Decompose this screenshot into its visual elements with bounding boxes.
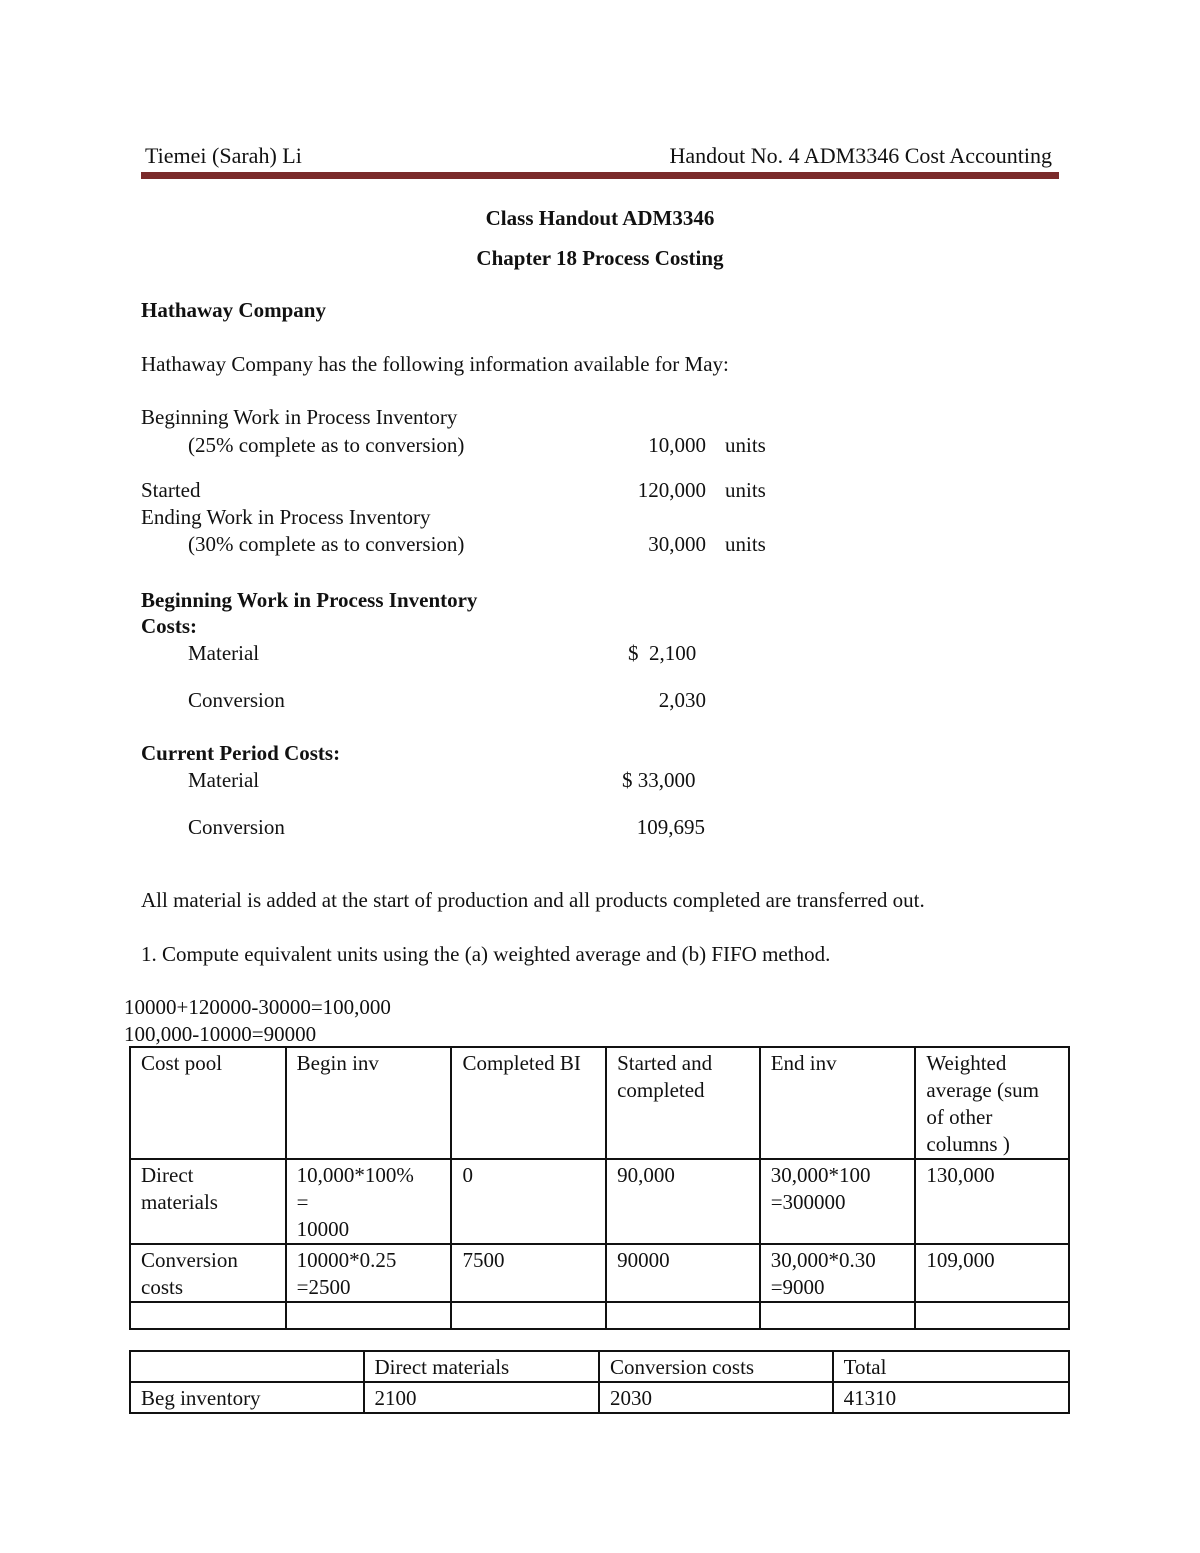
table-cell: 2100	[364, 1382, 599, 1413]
current-costs-heading: Current Period Costs:	[141, 741, 341, 765]
table-cell: 10000*0.25 =2500	[286, 1244, 452, 1302]
table-cell	[760, 1302, 916, 1329]
intro-text: Hathaway Company has the following information available for May:	[141, 352, 729, 376]
eu-header-cell: Started and completed	[606, 1047, 760, 1159]
table-cell: Beg inventory	[130, 1382, 364, 1413]
eu-header-cell: Completed BI	[451, 1047, 606, 1159]
end-wip-unit: units	[725, 532, 766, 556]
eu-header-cell: End inv	[760, 1047, 916, 1159]
page-title: Class Handout ADM3346	[485, 206, 715, 230]
cur-material-value: $ 33,000	[622, 768, 696, 792]
cost-table	[129, 1350, 1070, 1414]
table-cell: 41310	[833, 1382, 1069, 1413]
started-unit: units	[725, 478, 766, 502]
table-cell: Direct materials	[130, 1159, 286, 1244]
end-wip-label: Ending Work in Process Inventory	[141, 505, 431, 529]
cur-material-label: Material	[188, 768, 260, 792]
table-cell: 90000	[606, 1244, 760, 1302]
table-cell: 109,000	[915, 1244, 1069, 1302]
beg-material-value: $ 2,100	[628, 641, 697, 665]
beg-wip-sub: (25% complete as to conversion)	[188, 433, 465, 457]
table-cell: 10,000*100% = 10000	[286, 1159, 452, 1244]
table-row	[130, 1382, 1069, 1413]
note-text: All material is added at the start of production and all products completed are transferred out.	[141, 888, 925, 912]
calc-line-2: 100,000-10000=90000	[124, 1022, 317, 1046]
table-cell	[286, 1302, 452, 1329]
table-cell: 2030	[599, 1382, 833, 1413]
eu-header-cell: Begin inv	[286, 1047, 452, 1159]
table-cell	[451, 1302, 606, 1329]
beg-wip-unit: units	[725, 433, 766, 457]
header-course: Handout No. 4 ADM3346 Cost Accounting	[669, 143, 1052, 168]
header-author: Tiemei (Sarah) Li	[145, 143, 302, 168]
beg-material-label: Material	[188, 641, 260, 665]
equivalent-units-table	[129, 1046, 1070, 1330]
table-cell	[606, 1302, 760, 1329]
table-cell: 130,000	[915, 1159, 1069, 1244]
table-row	[130, 1302, 1069, 1329]
cost-header-cell: Direct materials	[364, 1351, 599, 1382]
cost-header-cell	[130, 1351, 364, 1382]
table-cell: 7500	[451, 1244, 606, 1302]
beg-conversion-label: Conversion	[188, 688, 285, 712]
cur-conversion-value: 109,695	[636, 815, 705, 839]
table-cell	[915, 1302, 1069, 1329]
header-rule	[141, 172, 1059, 179]
table-row	[130, 1244, 1069, 1302]
table-row	[130, 1159, 1069, 1244]
company-heading: Hathaway Company	[141, 298, 326, 322]
end-wip-value: 30,000	[648, 532, 706, 556]
beg-wip-value: 10,000	[648, 433, 706, 457]
table-cell: 0	[451, 1159, 606, 1244]
beg-costs-heading-2: Costs:	[141, 614, 197, 638]
cost-header-cell: Conversion costs	[599, 1351, 833, 1382]
eu-header-cell: Cost pool	[130, 1047, 286, 1159]
table-cell: 30,000*100 =300000	[760, 1159, 916, 1244]
cur-conversion-label: Conversion	[188, 815, 285, 839]
page-subtitle: Chapter 18 Process Costing	[476, 246, 724, 270]
calc-line-1: 10000+120000-30000=100,000	[124, 995, 391, 1019]
eu-header-row	[130, 1047, 1069, 1159]
cost-header-cell: Total	[833, 1351, 1069, 1382]
table-cell: Conversion costs	[130, 1244, 286, 1302]
table-cell: 90,000	[606, 1159, 760, 1244]
table-cell: 30,000*0.30 =9000	[760, 1244, 916, 1302]
beg-conversion-value: 2,030	[658, 688, 706, 712]
end-wip-sub: (30% complete as to conversion)	[188, 532, 465, 556]
cost-header-row	[130, 1351, 1069, 1382]
started-value: 120,000	[637, 478, 706, 502]
question-1: 1. Compute equivalent units using the (a) weighted average and (b) FIFO method.	[141, 942, 831, 966]
beg-wip-label: Beginning Work in Process Inventory	[141, 405, 458, 429]
started-label: Started	[141, 478, 201, 502]
table-cell	[130, 1302, 286, 1329]
beg-costs-heading-1: Beginning Work in Process Inventory	[141, 588, 478, 612]
eu-header-cell: Weighted average (sum of other columns )	[915, 1047, 1069, 1159]
